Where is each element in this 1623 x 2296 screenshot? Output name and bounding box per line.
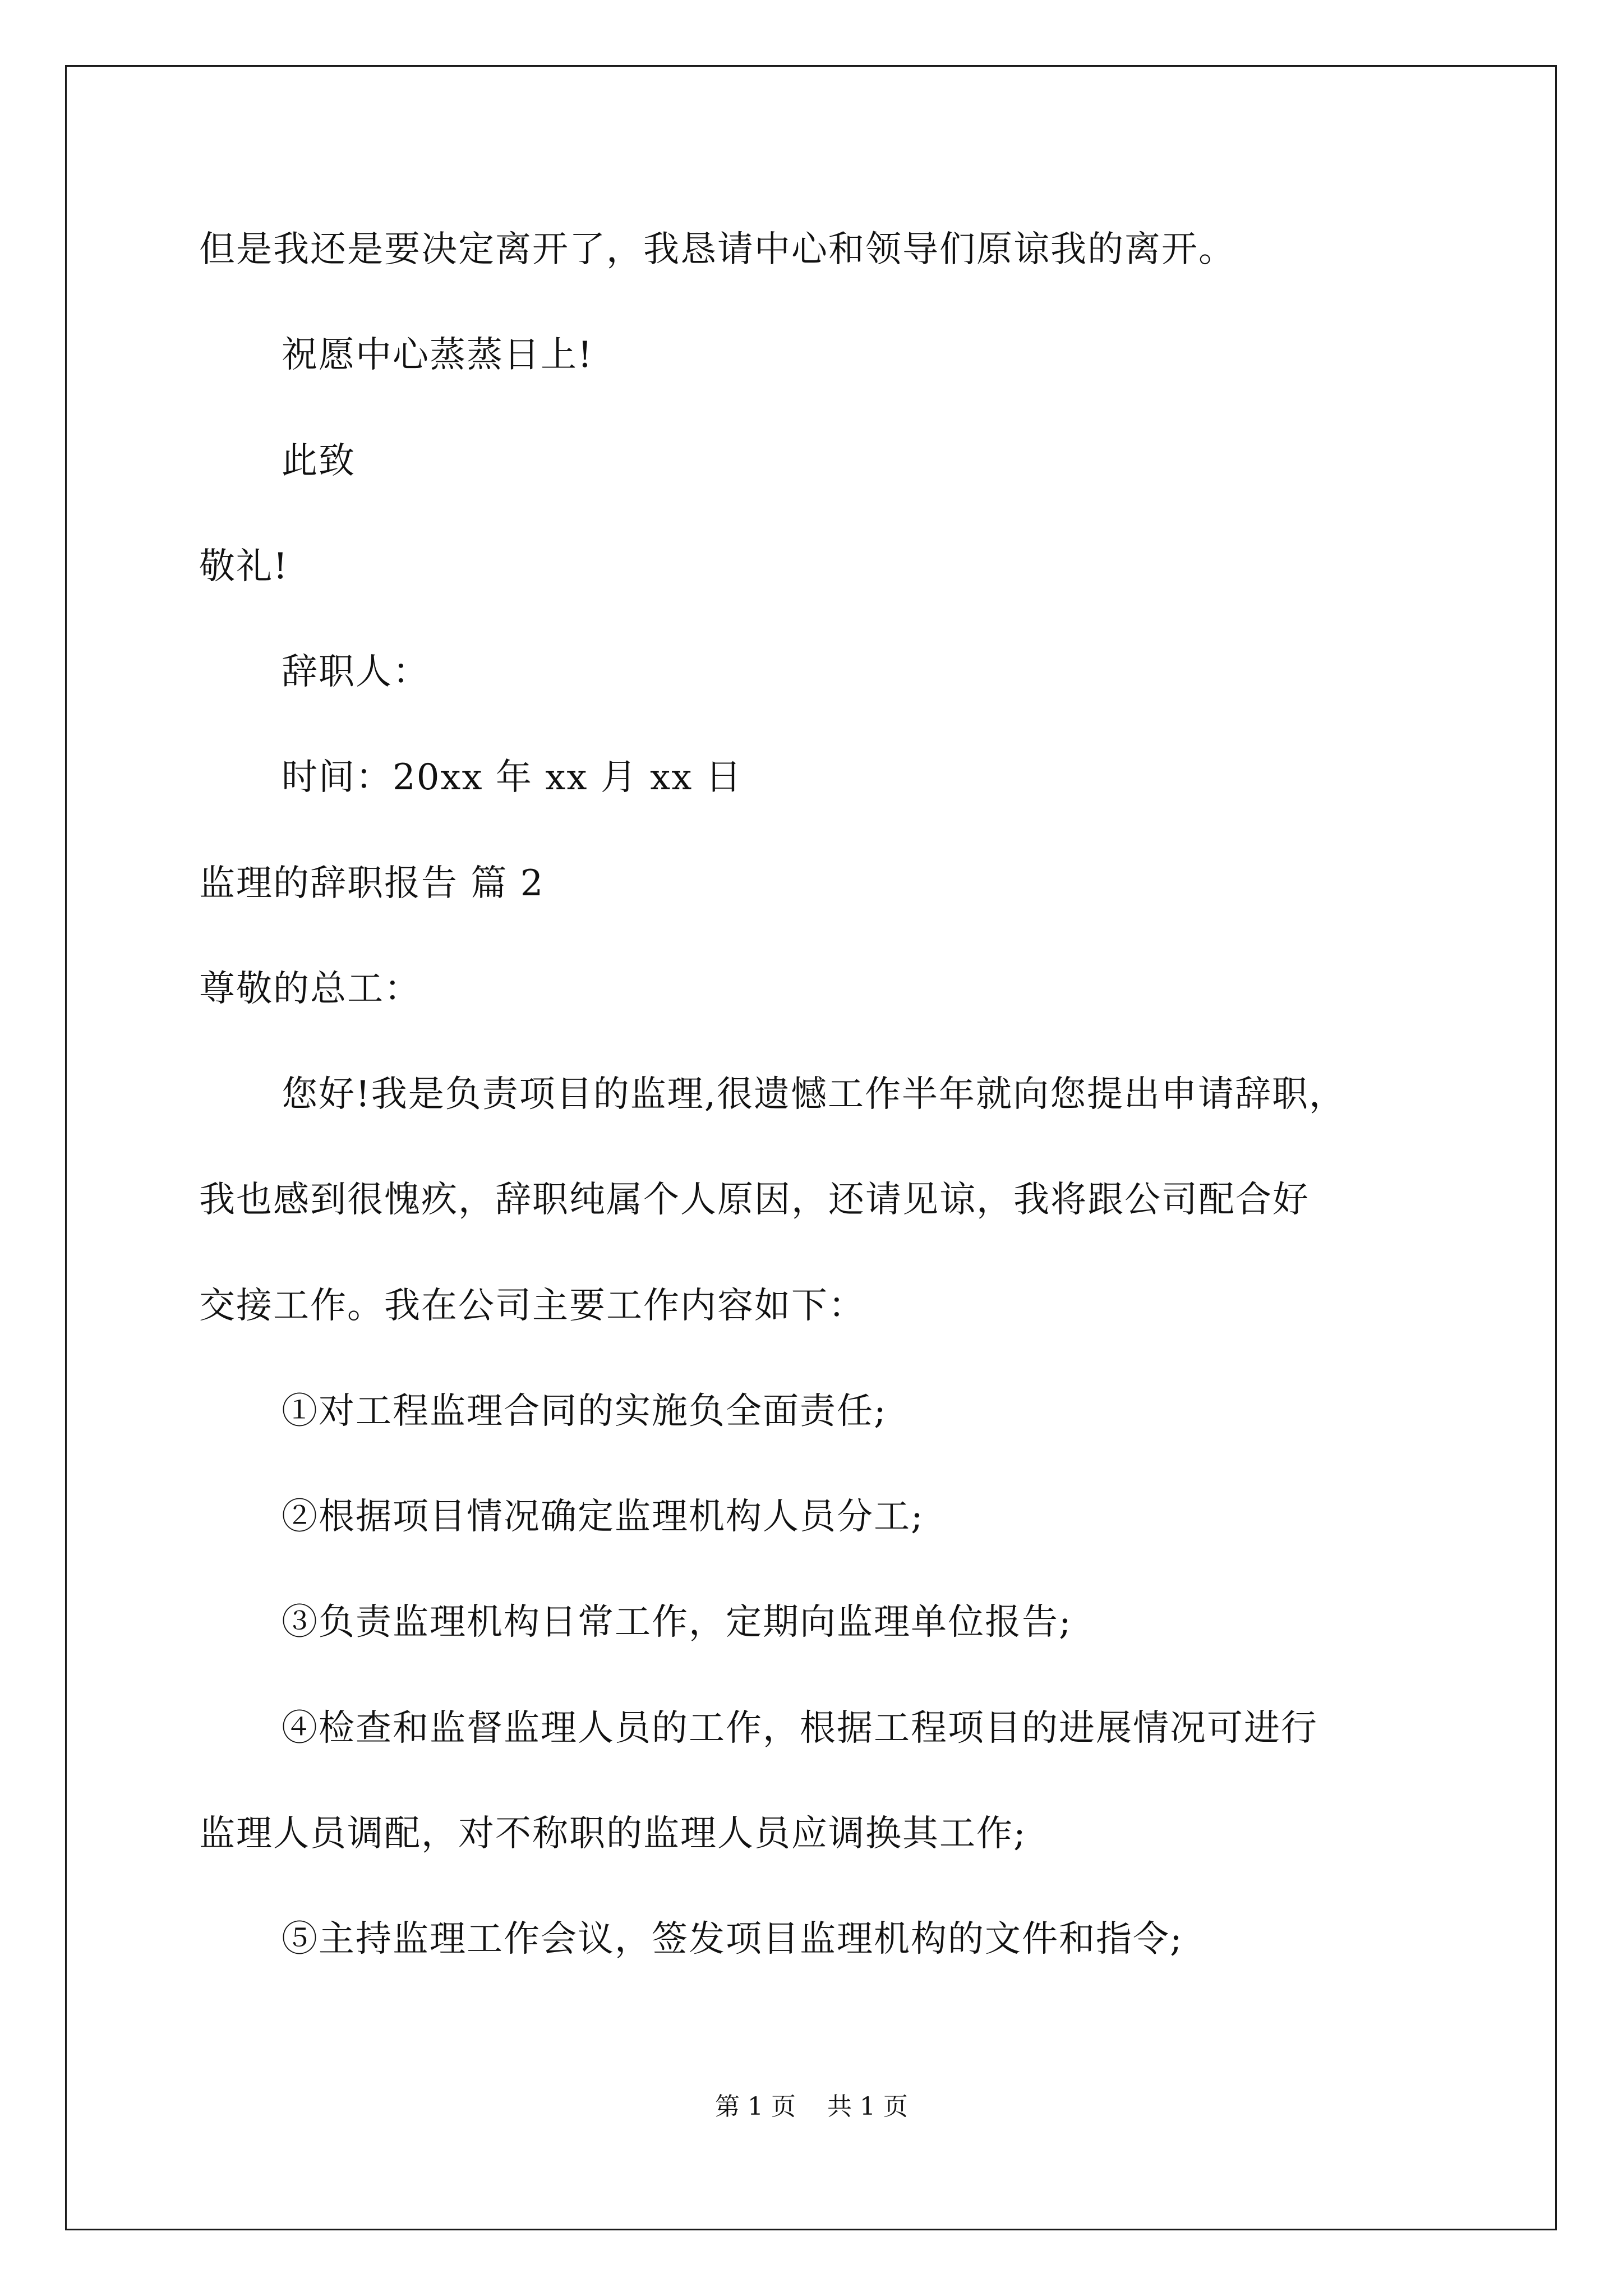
body-line: 时间：20xx 年 xx 月 xx 日 [282, 757, 743, 798]
list-item-continuation: 监理人员调配，对不称职的监理人员应调换其工作; [199, 1813, 1027, 1855]
body-line: 敬礼! [199, 546, 289, 587]
body-line: 您好!我是负责项目的监理,很遗憾工作半年就向您提出申请辞职， [282, 1074, 1347, 1115]
body-line: 我也感到很愧疚，辞职纯属个人原因，还请见谅，我将跟公司配合好 [199, 1179, 1310, 1221]
list-item: ⑤主持监理工作会议，签发项目监理机构的文件和指令; [282, 1918, 1183, 1960]
salutation: 尊敬的总工： [199, 968, 421, 1010]
section-heading: 监理的辞职报告 篇 2 [199, 863, 545, 904]
page-border [65, 65, 1557, 2230]
body-line: 此致 [282, 440, 356, 482]
page-footer: 第 1 页 共 1 页 [715, 2092, 908, 2121]
list-item: ①对工程监理合同的实施负全面责任; [282, 1391, 887, 1432]
body-line: 祝愿中心蒸蒸日上! [282, 334, 593, 376]
list-item: ③负责监理机构日常工作，定期向监理单位报告; [282, 1602, 1072, 1643]
body-line: 但是我还是要决定离开了，我恳请中心和领导们原谅我的离开。 [199, 229, 1235, 270]
body-line: 交接工作。我在公司主要工作内容如下： [199, 1285, 865, 1327]
list-item: ④检查和监督监理人员的工作，根据工程项目的进展情况可进行 [282, 1708, 1318, 1749]
list-item: ②根据项目情况确定监理机构人员分工; [282, 1496, 924, 1538]
body-line: 辞职人： [282, 651, 430, 693]
